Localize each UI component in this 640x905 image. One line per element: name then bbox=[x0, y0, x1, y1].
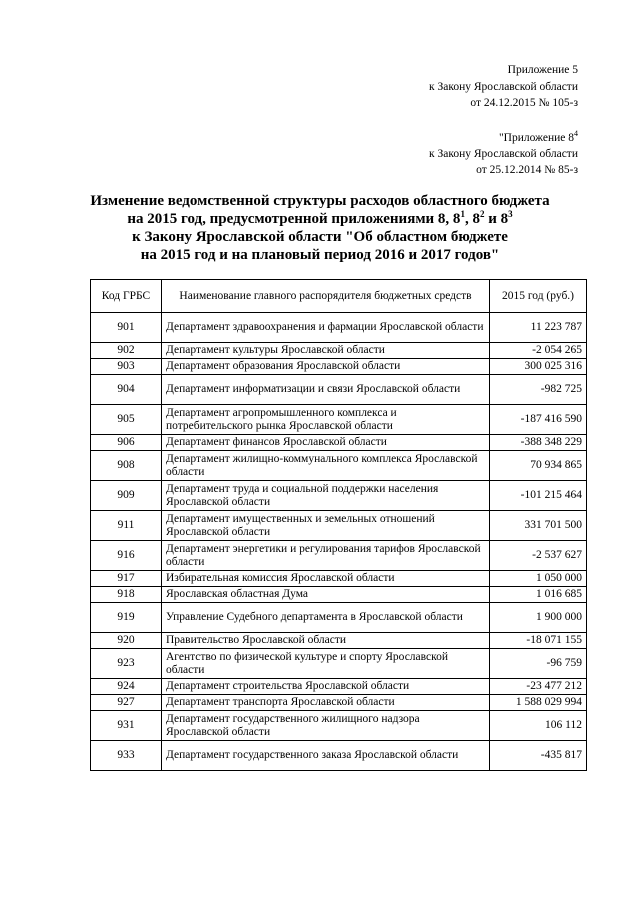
law-date-number: от 24.12.2015 № 105-з bbox=[470, 97, 578, 109]
law-reference: к Закону Ярославской области bbox=[429, 80, 578, 93]
row-name: Департамент агропромышленного комплекса и потребительского рынка Ярославской области bbox=[162, 405, 490, 435]
table-row bbox=[91, 695, 587, 711]
row-name: Департамент здравоохранения и фармации Ярославской области bbox=[162, 313, 490, 343]
table-row bbox=[91, 541, 587, 571]
row-amount: 11 223 787 bbox=[490, 313, 587, 343]
row-amount: 331 701 500 bbox=[490, 511, 587, 541]
table-row bbox=[91, 375, 587, 405]
table-row bbox=[91, 405, 587, 435]
table-row bbox=[91, 603, 587, 633]
row-code: 901 bbox=[91, 313, 162, 343]
row-name: Правительство Ярославской области bbox=[162, 633, 490, 649]
row-code: 916 bbox=[91, 541, 162, 571]
row-amount: -2 537 627 bbox=[490, 541, 587, 571]
header-code: Код ГРБС bbox=[91, 280, 162, 313]
row-code: 923 bbox=[91, 649, 162, 679]
table-row bbox=[91, 481, 587, 511]
row-amount: 1 050 000 bbox=[490, 571, 587, 587]
table-row bbox=[91, 359, 587, 375]
header-amount: 2015 год (руб.) bbox=[490, 280, 587, 313]
row-code: 924 bbox=[91, 679, 162, 695]
row-code: 931 bbox=[91, 711, 162, 741]
row-amount: 1 016 685 bbox=[490, 587, 587, 603]
title-line-4: на 2015 год и на плановый период 2016 и 2017 годов" bbox=[140, 247, 500, 263]
row-name: Департамент строительства Ярославской области bbox=[162, 679, 490, 695]
table-row bbox=[91, 435, 587, 451]
row-name: Департамент труда и социальной поддержки населения Ярославской области bbox=[162, 481, 490, 511]
appendix-header bbox=[429, 62, 578, 179]
row-name: Департамент государственного заказа Ярославской области bbox=[162, 741, 490, 771]
row-amount: -18 071 155 bbox=[490, 633, 587, 649]
table-row bbox=[91, 741, 587, 771]
row-amount: -96 759 bbox=[490, 649, 587, 679]
row-name: Департамент финансов Ярославской области bbox=[162, 435, 490, 451]
header-name: Наименование главного распорядителя бюджетных средств bbox=[162, 280, 490, 313]
row-name: Департамент энергетики и регулирования тарифов Ярославской области bbox=[162, 541, 490, 571]
original-law-reference: к Закону Ярославской области bbox=[429, 147, 578, 160]
row-amount: 1 588 029 994 bbox=[490, 695, 587, 711]
row-name: Департамент культуры Ярославской области bbox=[162, 343, 490, 359]
row-code: 909 bbox=[91, 481, 162, 511]
row-amount: -2 054 265 bbox=[490, 343, 587, 359]
table-row bbox=[91, 343, 587, 359]
row-name: Департамент транспорта Ярославской области bbox=[162, 695, 490, 711]
row-name: Департамент имущественных и земельных отношений Ярославской области bbox=[162, 511, 490, 541]
expenditure-table bbox=[90, 279, 587, 771]
row-amount: -101 215 464 bbox=[490, 481, 587, 511]
row-code: 917 bbox=[91, 571, 162, 587]
row-code: 919 bbox=[91, 603, 162, 633]
row-code: 918 bbox=[91, 587, 162, 603]
row-name: Департамент жилищно-коммунального комплекса Ярославской области bbox=[162, 451, 490, 481]
document-title bbox=[60, 192, 580, 264]
row-code: 906 bbox=[91, 435, 162, 451]
row-name: Департамент информатизации и связи Ярославской области bbox=[162, 375, 490, 405]
table-header-row bbox=[91, 280, 587, 313]
table-row bbox=[91, 679, 587, 695]
table-row bbox=[91, 633, 587, 649]
table-body bbox=[91, 313, 587, 771]
title-line-2: на 2015 год, предусмотренной приложениями 8, $8^1$, $8^2$ и $8^3$ bbox=[127, 209, 513, 227]
table-row bbox=[91, 451, 587, 481]
original-appendix-number: "Приложение $8^4$ bbox=[498, 128, 578, 144]
table-row bbox=[91, 313, 587, 343]
row-amount: 300 025 316 bbox=[490, 359, 587, 375]
row-code: 905 bbox=[91, 405, 162, 435]
row-amount: -187 416 590 bbox=[490, 405, 587, 435]
appendix-number: Приложение 5 bbox=[507, 64, 578, 76]
row-code: 908 bbox=[91, 451, 162, 481]
table-row bbox=[91, 511, 587, 541]
row-code: 902 bbox=[91, 343, 162, 359]
original-law-date-number: от 25.12.2014 № 85-з bbox=[476, 164, 578, 177]
row-amount: -388 348 229 bbox=[490, 435, 587, 451]
row-code: 927 bbox=[91, 695, 162, 711]
row-code: 933 bbox=[91, 741, 162, 771]
table-row bbox=[91, 649, 587, 679]
table-row bbox=[91, 571, 587, 587]
table-row bbox=[91, 711, 587, 741]
row-name: Департамент государственного жилищного надзора Ярославской области bbox=[162, 711, 490, 741]
row-amount: -435 817 bbox=[490, 741, 587, 771]
row-code: 911 bbox=[91, 511, 162, 541]
title-line-3: к Закону Ярославской области "Об областном бюджете bbox=[132, 229, 508, 245]
row-amount: 106 112 bbox=[490, 711, 587, 741]
row-amount: 70 934 865 bbox=[490, 451, 587, 481]
row-name: Избирательная комиссия Ярославской области bbox=[162, 571, 490, 587]
table-row bbox=[91, 587, 587, 603]
row-amount: -982 725 bbox=[490, 375, 587, 405]
row-code: 904 bbox=[91, 375, 162, 405]
row-amount: -23 477 212 bbox=[490, 679, 587, 695]
row-amount: 1 900 000 bbox=[490, 603, 587, 633]
row-name: Департамент образования Ярославской области bbox=[162, 359, 490, 375]
row-code: 903 bbox=[91, 359, 162, 375]
row-name: Ярославская областная Дума bbox=[162, 587, 490, 603]
row-name: Управление Судебного департамента в Ярославской области bbox=[162, 603, 490, 633]
row-name: Агентство по физической культуре и спорту Ярославской области bbox=[162, 649, 490, 679]
row-code: 920 bbox=[91, 633, 162, 649]
title-line-1: Изменение ведомственной структуры расходов областного бюджета bbox=[90, 193, 550, 209]
